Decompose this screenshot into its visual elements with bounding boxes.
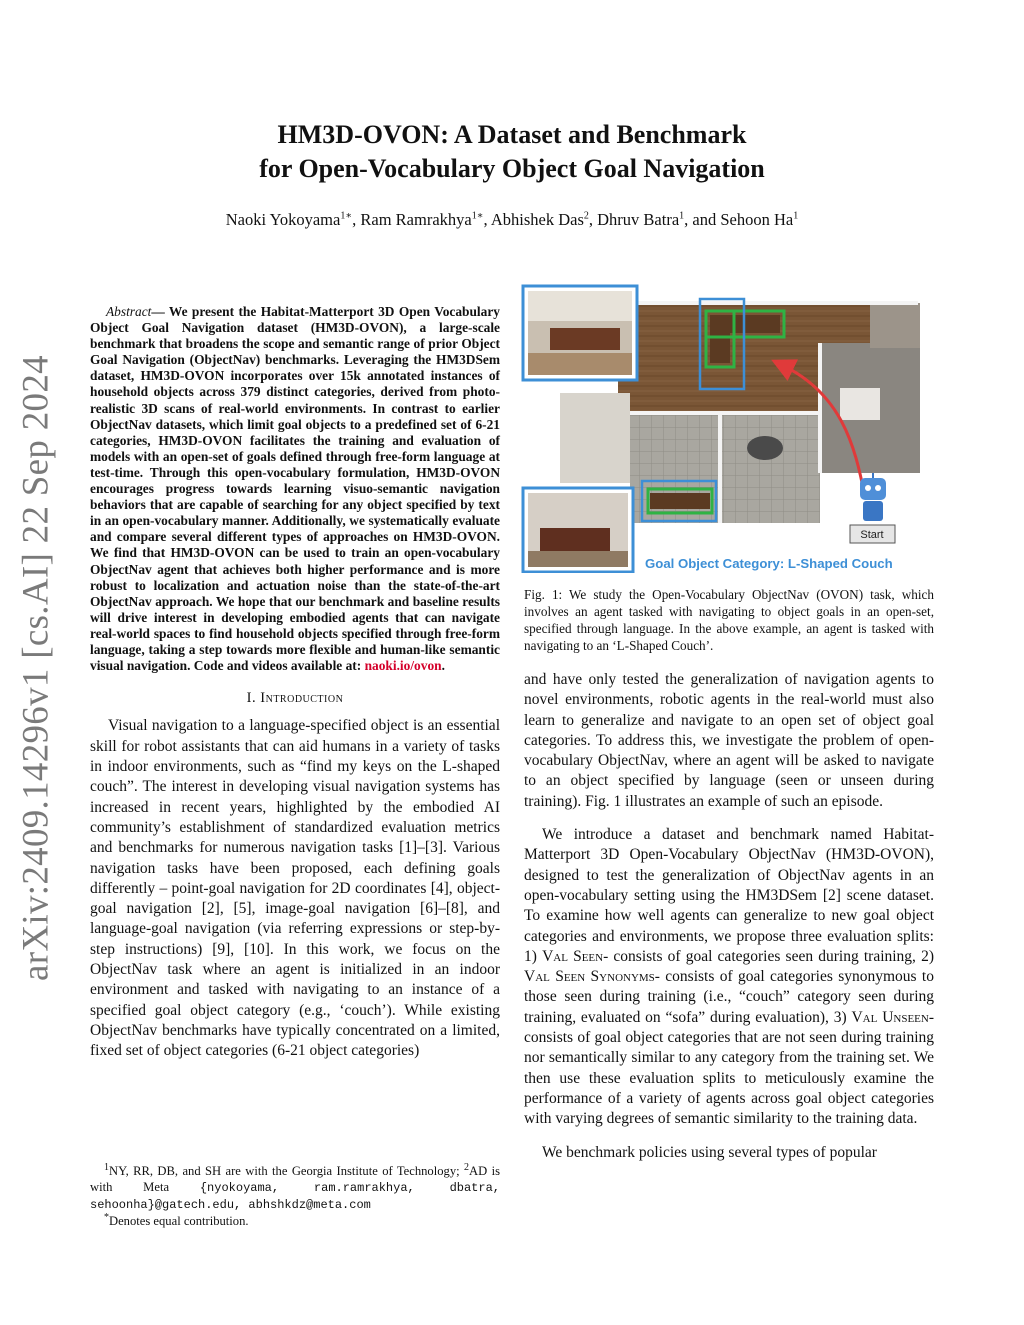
figure-caption: Fig. 1: We study the Open-Vocabulary ObjectNav (OVON) task, which involves an agent tasked with navigating to object goals in an open-set, specified through language. In the above example, an agent is tasked with navigating to an ‘L-Shaped Couch’. [524,587,934,653]
left-column [90,304,500,1062]
corner-room [870,303,920,348]
bed [840,388,880,420]
author: Ram Ramrakhya [360,210,472,229]
white-room [560,393,630,483]
arxiv-identifier: arXiv:2409.14296v1 [cs.AI] 22 Sep 2024 [15,355,57,981]
abstract: Abstract— We present the Habitat-Matterport 3D Open Vocabulary Object Goal Navigation dataset (HM3D-OVON), a large-scale benchmark that broadens the scope and semantic range of prior Object Goal Navigation (ObjectNav) benchmarks. Leveraging the HM3DSem dataset, HM3D-OVON incorporates over 15k annotated instances of household objects across 379 distinct categories, derived from photo-realistic 3D scans of real-world environments. In contrast to earlier ObjectNav datasets, which limit goal objects to a predefined set of 6-21 categories, HM3D-OVON facilitates the training and evaluation of models with an open-set of goals defined through free-form language at test-time. Through this open-vocabulary formulation, HM3D-OVON encourages progress towards learning visuo-semantic navigation behaviors that are capable of searching for any object specified by text in an open-vocabulary manner. Additionally, we systematically evaluate and compare several different types of approaches on HM3D-OVON. We find that HM3D-OVON can be used to train an open-vocabulary ObjectNav agent that achieves both higher performance and is more robust to localization and actuation noise than the state-of-the-art ObjectNav approach. We hope that our benchmark and baseline results will drive interest in developing embodied agents that can navigate real-world spaces to find household objects specified through free-form language, taking a step towards more flexible and human-like semantic visual navigation. Code and videos available at: naoki.io/ovon. [90,304,500,674]
table [747,436,783,460]
start-label: Start [860,529,884,541]
footnote-affiliations: $^1$NY, RR, DB, and SH are with the Georgia Institute of Technology; $^2$AD is with Meta {nyokoyama, ram.ramrakhya, dbatra, sehoonha}@gatech.edu, abhshkdz@meta.com [90,1161,500,1212]
author: Abhishek Das [490,210,584,229]
figure-goal-label: Goal Object Category: L-Shaped Couch [645,556,893,571]
intro-paragraph: Visual navigation to a language-specified object is an essential skill for robot assistants that can aid humans in a variety of tasks in indoor environments, such as “find my keys on the L-shaped couch”. The interest in developing visual navigation systems has increased in recent years, highlighted by the embodied AI community’s establishment of standardized evaluation metrics and benchmarks for numerous navigation tasks [1]–[3]. Various navigation tasks have been proposed, each defining goals differently – point-goal navigation for 2D coordinates [4], object-goal navigation [2], [5], image-goal navigation [6]–[8], and language-goal navigation (via referring expressions or step-by-step instructions) [9], [10]. In this work, we focus on the ObjectNav task where an agent is initialized in an indoor environment and tasked with navigating to an instance of a specified goal object category (e.g., ‘couch’). While existing ObjectNav benchmarks have typically concentrated on a limited, fixed set of object categories (6-21 object categories) [90,717,500,1060]
floorplan-illustration [520,283,934,573]
author: Dhruv Batra [597,210,680,229]
right-paragraph-3: We benchmark policies using several types of popular [542,1143,877,1161]
figure-1 [520,283,934,573]
right-paragraph-2: We introduce a dataset and benchmark named Habitat-Matterport 3D Open-Vocabulary ObjectNav (HM3D-OVON), designed to test the generalization of ObjectNav agents in an open-vocabulary setting using the HM3DSem [2] scene dataset. To examine how well agents can generalize to new goal object categories and environments, we propose three evaluation splits: 1) Val Seen- consists of goal categories seen during training, 2) Val Seen Synonyms- consists of goal categories synonymous to those seen during training (i.e., “couch” category seen during training, evaluated on “sofa” during evaluation), 3) Val Unseen- consists of goal object categories that are not seen during training nor semantically similar to any category from the training set. We then use these evaluation splits to meticulously examine the performance of a variety of agents across goal object categories with varying degrees of semantic similarity to the training data. [524,826,934,1128]
project-link[interactable]: naoki.io/ovon [364,658,442,674]
author: Sehoon Ha [720,210,794,229]
title-line-1: HM3D-OVON: A Dataset and Benchmark [277,120,747,149]
footnotes [90,1163,500,1229]
section-heading: I. Introduction [246,690,344,707]
footnote-equal: *Denotes equal contribution. [104,1211,249,1228]
author: Naoki Yokoyama [225,210,341,229]
author-list: Naoki Yokoyama$^{1∗}$, Ram Ramrakhya$^{1∗}$, Abhishek Das$^2$, Dhruv Batra$^1$, and Sehoon Ha$^1$ [225,210,799,229]
robot-icon [860,473,886,521]
right-column [524,670,934,1176]
right-paragraph-1: and have only tested the generalization of navigation agents to novel environments, robotic agents in the real-world must also learn to generalize and navigate to an open set of object goal categories. To address this, we investigate the problem of open-vocabulary ObjectNav, where an agent will be asked to navigate to an object specified by language (seen or unseen during training). Fig. 1 illustrates an example of such an episode. [524,671,934,810]
title-line-2: for Open-Vocabulary Object Goal Navigation [259,154,765,183]
paper-title [120,118,904,186]
